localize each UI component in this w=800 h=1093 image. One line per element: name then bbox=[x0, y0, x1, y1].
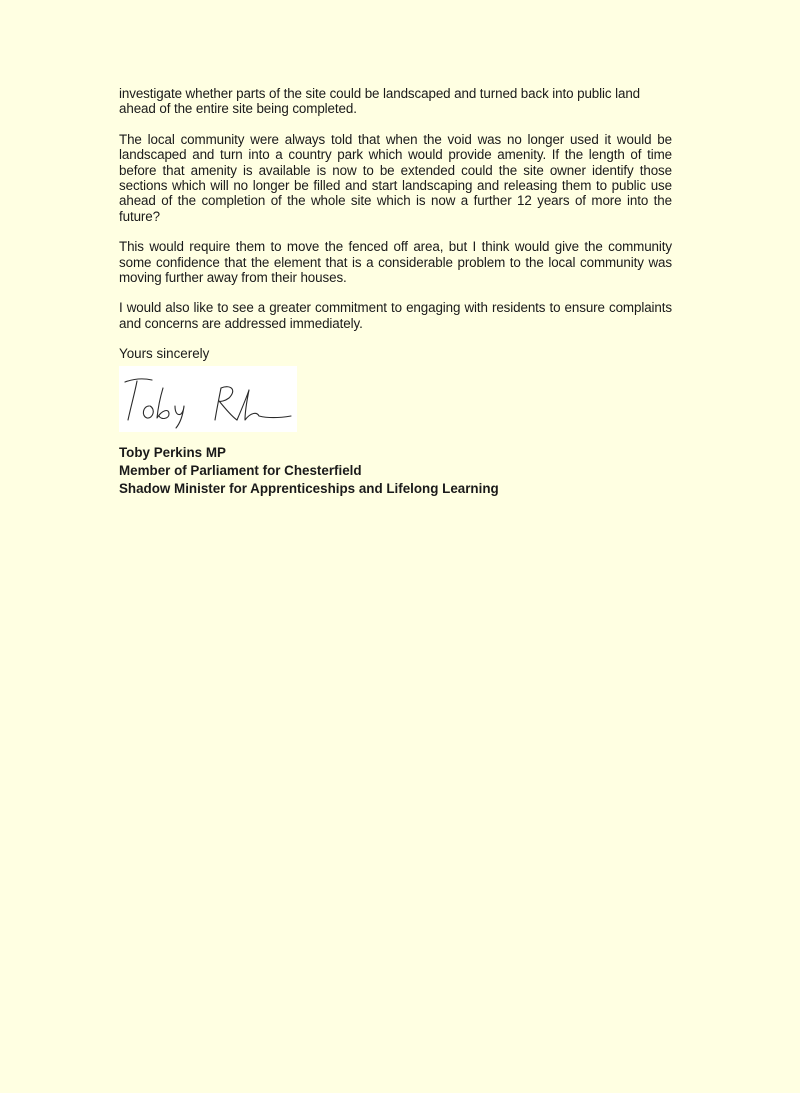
signatory-name: Toby Perkins MP bbox=[119, 444, 226, 460]
signatory-portfolio: Shadow Minister for Apprenticeships and Lifelong Learning bbox=[119, 480, 499, 496]
signatory-role: Member of Parliament for Chesterfield bbox=[119, 462, 362, 478]
letter-paragraph: The local community were always told that when the void was no longer used it would be landscaped and turn into a country park which would provide amenity. If the length of time before that amenity is available is now to be extended could the site owner identify those sections which will no longer be filled and start landscaping and releasing them to public use ahead of the completion of the whole site which is now a further 12 years of more into the future? bbox=[119, 131, 672, 224]
closing-line: Yours sincerely bbox=[119, 346, 210, 362]
signature-block bbox=[119, 444, 672, 498]
handwritten-signature bbox=[119, 366, 297, 432]
letter-paragraph: I would also like to see a greater commitment to engaging with residents to ensure complaints and concerns are addressed immediately. bbox=[119, 300, 672, 331]
letter-paragraph: This would require them to move the fenced off area, but I think would give the community some confidence that the element that is a considerable problem to the local community was moving further away from their houses. bbox=[119, 239, 672, 286]
letter-paragraph: investigate whether parts of the site could be landscaped and turned back into public land ahead of the entire site being completed. bbox=[119, 86, 641, 117]
letter-page bbox=[119, 86, 672, 498]
